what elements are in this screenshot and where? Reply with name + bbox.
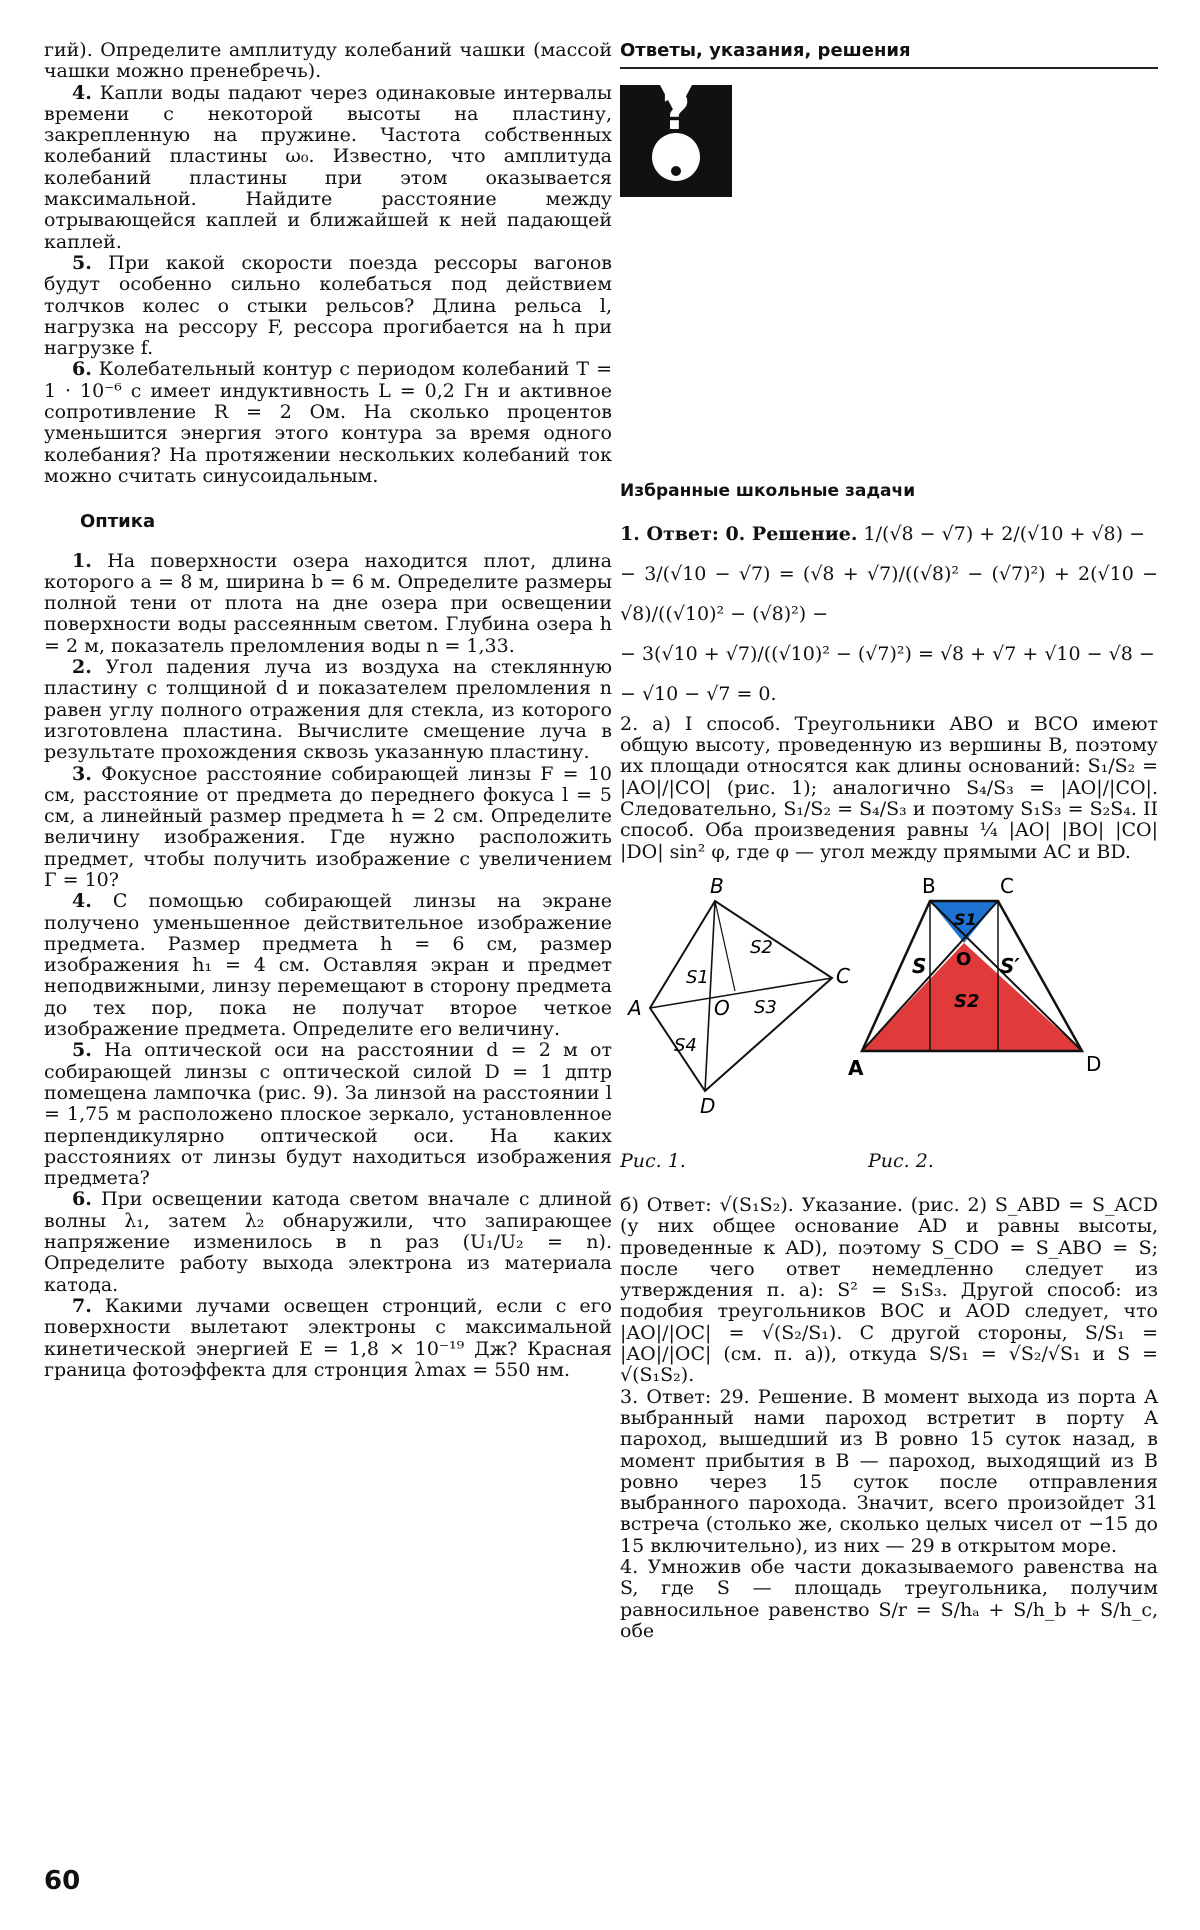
svg-text:?: ? xyxy=(661,83,691,142)
answer-1-line3: − 3(√10 + √7)/((√10)² − (√7)²) = √8 + √7 + √10 − √8 − xyxy=(620,642,1155,665)
problem-6: 6. Колебательный контур с периодом колебаний T = 1 · 10⁻⁶ с имеет индуктивность L = 0,2 Гн и активное сопротивление R = 2 Ом. На сколько процентов уменьшится энергия этого контура за время одного колебания? На протяжении нескольких колебаний ток можно считать синусоидальным. xyxy=(44,358,612,487)
optics-problem-4: 4. С помощью собирающей линзы на экране получено уменьшенное действительное изображение предмета. Размер предмета h = 6 см, размер изображения h₁ = 4 см. Оставляя экран и предмет неподвижными, линзу перемещают в сторону предмета до тех пор, пока не получат второе четкое изображение предмета. Определите его величину. xyxy=(44,890,612,1041)
optics-problem-1: 1. На поверхности озера находится плот, длина которого a = 8 м, ширина b = 6 м. Определите размеры полной тени от плота на дне озера при освещении поверхности воды рассеянным светом. Глубина озера h = 2 м, показатель преломления воды n = 1,33. xyxy=(44,549,612,657)
answer-2a: 2. а) I способ. Треугольники ABO и BCO имеют общую высоту, проведенную из вершины B, поэтому их площади относятся как длины оснований: S₁/S₂ = |AO|/|CO| (рис. 1); аналогично S₄/S₃ = |AO|/|CO|. Следовательно, S₁/S₂ = S₄/S₃ и поэтому S₁S₃ = S₂S₄. II способ. Оба произведения равны ¼ |AO| |BO| |CO| |DO| sin² φ, где φ — угол между прямыми AC и BD. xyxy=(620,712,1158,863)
fig1-label-O: O xyxy=(714,995,730,1020)
answer-1-line4: − √10 − √7 = 0. xyxy=(620,682,777,705)
problem-4: 4. Капли воды падают через одинаковые интервалы времени с некоторой высоты на пластину, закрепленную на пружине. Частота собственных колебаний пластины ω₀. Известно, что амплитуда колебаний пластины при этом оказывается максимальной. Найдите расстояние между отрывающейся каплей и ближайшей к ней падающей каплей. xyxy=(44,81,612,253)
figure-1-quadrilateral xyxy=(620,873,850,1143)
fig1-label-S2: S2 xyxy=(750,936,773,958)
optics-problem-6: 6. При освещении катода светом вначале с длиной волны λ₁, затем λ₂ обнаружили, что запирающее напряжение изменилось в n раз (U₁/U₂ = n). Определите работу выхода электрона из материала катода. xyxy=(44,1188,612,1296)
section-title-school-problems: Избранные школьные задачи xyxy=(620,480,916,501)
fig2-label-O: O xyxy=(956,948,972,970)
fig1-label-B: B xyxy=(710,873,724,898)
fig2-label-S1: S1 xyxy=(954,909,977,929)
answer-1-line2: − 3/(√10 − √7) = (√8 + √7)/((√8)² − (√7)²) + 2(√10 − √8)/((√10)² − (√8)²) − xyxy=(620,562,1158,625)
fig1-label-S3: S3 xyxy=(754,996,777,1018)
optics-problem-7: 7. Какими лучами освещен стронций, если с его поверхности вылетают электроны с максимальной кинетической энергией E = 1,8 × 10⁻¹⁹ Дж? Красная граница фотоэффекта для стронция λmax = 550 нм. xyxy=(44,1294,612,1381)
optics-problem-2: 2. Угол падения луча из воздуха на стеклянную пластину с толщиной d и показателем преломления n равен углу полного отражения для стекла, из которого изготовлена пластина. Вычислите смещение луча в результате прохождения сквозь указанную пластину. xyxy=(44,656,612,764)
fig2-label-S: S xyxy=(912,953,927,978)
fig2-label-C: C xyxy=(1000,873,1014,898)
answer-2b: б) Ответ: √(S₁S₂). Указание. (рис. 2) S_ABD = S_ACD (у них общее основание AD и равны высоты, проведенные к AD), поэтому S_CDO = S_ABO = S; после чего ответ немедленно следует из утверждения п. а): S² = S₁S₃. Другой способ: из подобия треугольников BOC и AOD следует, что |AO|/|OC| = √(S₂/S₁). С другой стороны, S/S₁ = |AO|/|OC| (см. п. а)), откуда S/S₁ = √S₂/√S₁ и S = √(S₁S₂). xyxy=(620,1193,1158,1387)
figure-2-caption: Рис. 2. xyxy=(868,1149,934,1172)
fig1-label-S4: S4 xyxy=(674,1034,697,1056)
right-column xyxy=(620,40,1158,1642)
fig2-label-A: A xyxy=(848,1055,864,1080)
page-number: 60 xyxy=(44,1866,81,1896)
figure-2-trapezoid xyxy=(850,873,1150,1143)
fig2-label-S2: S2 xyxy=(954,990,980,1012)
answer-1-lead: 1. Ответ: 0. Решение. 1/(√8 − √7) + 2/(√10 + √8) − xyxy=(620,522,1146,545)
answer-3: 3. Ответ: 29. Решение. В момент выхода из порта A выбранный нами пароход встретит в порту A пароход, вышедший из B ровно 15 суток назад, в момент прибытия в B — пароход, выходящий из B ровно через 15 суток после отправления выбранного парохода. Значит, всего произойдет 31 встреча (столько же, сколько целых чисел от −15 до 15 включительно), из них — 29 в открытом море. xyxy=(620,1385,1158,1557)
answer-4: 4. Умножив обе части доказываемого равенства на S, где S — площадь треугольника, получим равносильное равенство S/r = S/hₐ + S/h_b + S/h_c, обе xyxy=(620,1556,1158,1642)
optics-problem-5: 5. На оптической оси на расстоянии d = 2 м от собирающей линзы с оптической силой D = 1 дптр помещена лампочка (рис. 9). За линзой на расстоянии l = 1,75 м расположено плоское зеркало, установленное перпендикулярно оптической оси. На каких расстояниях от линзы будут находиться изображения предмета? xyxy=(44,1039,612,1190)
left-column xyxy=(44,40,612,1381)
fig1-label-A: A xyxy=(628,995,642,1020)
fig1-label-C: C xyxy=(836,963,850,988)
fig2-label-D: D xyxy=(1086,1051,1102,1076)
answers-header: Ответы, указания, решения xyxy=(620,40,1158,69)
optics-problem-3: 3. Фокусное расстояние собирающей линзы F = 10 см, расстояние от предмета до переднего фокуса l = 5 см, а линейный размер предмета h = 2 см. Определите величину изображения. Где нужно расположить предмет, чтобы получить изображение с увеличением Г = 10? xyxy=(44,762,612,891)
figure-1-caption: Рис. 1. xyxy=(620,1149,686,1172)
fig2-label-B: B xyxy=(922,873,936,898)
problem-5: 5. При какой скорости поезда рессоры вагонов будут особенно сильно колебаться под действием толчков колес о стыки рельсов? Длина рельса l, нагрузка на рессору F, рессора прогибается на h при нагрузке f. xyxy=(44,251,612,360)
section-title-optics: Оптика xyxy=(80,511,156,533)
fig1-label-D: D xyxy=(700,1093,716,1118)
figures xyxy=(620,873,1158,1183)
question-mark-icon xyxy=(620,85,732,197)
intro-text: гий). Определите амплитуду колебаний чашки (массой чашки можно пренебречь). xyxy=(44,39,612,83)
fig2-label-S-prime: S′ xyxy=(1000,953,1020,978)
fig1-label-S1: S1 xyxy=(686,966,709,988)
